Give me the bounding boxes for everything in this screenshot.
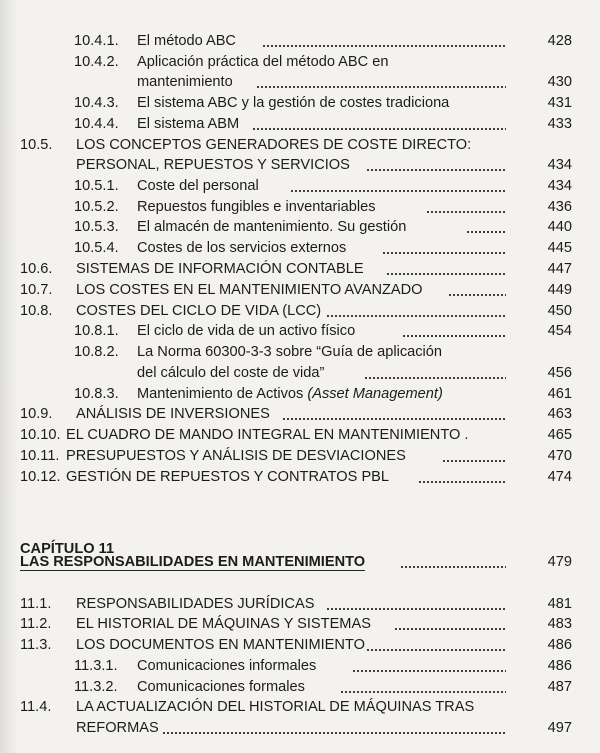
entry-page: 474: [547, 469, 572, 485]
entry-number: 10.7.: [20, 282, 53, 298]
entry-page: 465: [547, 427, 572, 443]
dot-leader: [282, 418, 506, 420]
entry-page: 486: [547, 637, 572, 653]
entry-title: Comunicaciones informales: [137, 658, 317, 674]
entry-title-italic: (Asset Management): [307, 386, 443, 402]
dot-leader: [366, 649, 506, 651]
toc-entry-continued: [0, 155, 600, 176]
entry-title: Mantenimiento de Activos (Asset Management): [137, 386, 443, 402]
toc-entry: [0, 135, 600, 156]
entry-number: 10.8.2.: [74, 344, 119, 360]
toc-entry: [0, 321, 600, 342]
entry-title: LOS CONCEPTOS GENERADORES DE COSTE DIRECTO:: [76, 137, 472, 153]
toc-entry: [0, 614, 600, 635]
entry-page: 454: [547, 323, 572, 339]
entry-title: Costes de los servicios externos: [137, 240, 347, 256]
dot-leader: [256, 86, 506, 88]
entry-title: RESPONSABILIDADES JURÍDICAS: [76, 596, 315, 612]
toc-entry: [0, 635, 600, 656]
entry-title: Repuestos fungibles e inventariables: [137, 199, 376, 215]
dot-leader: [364, 377, 506, 379]
chapter-page: 479: [547, 554, 572, 570]
entry-number: 10.5.4.: [74, 240, 119, 256]
toc-entry: [0, 446, 600, 467]
entry-title: ANÁLISIS DE INVERSIONES: [76, 406, 270, 422]
dot-leader: [386, 273, 506, 275]
toc-entry: [0, 31, 600, 52]
toc-entry: [0, 404, 600, 425]
toc-entry: [0, 342, 600, 363]
entry-number: 11.4.: [20, 699, 52, 715]
entry-number: 11.3.: [20, 637, 52, 653]
entry-title: PERSONAL, REPUESTOS Y SERVICIOS: [76, 157, 350, 173]
toc-entry: [0, 93, 600, 114]
dot-leader: [252, 128, 506, 130]
toc-entry: [0, 280, 600, 301]
toc-entry: [0, 425, 600, 446]
entry-title: EL CUADRO DE MANDO INTEGRAL EN MANTENIMIENTO .: [66, 427, 469, 443]
entry-number: 10.8.3.: [74, 386, 119, 402]
dot-leader: [402, 335, 506, 337]
toc-entry: [0, 677, 600, 698]
entry-title: mantenimiento: [137, 74, 233, 90]
entry-page: 463: [547, 406, 572, 422]
entry-number: 10.8.1.: [74, 323, 119, 339]
entry-number: 10.5.2.: [74, 199, 119, 215]
dot-leader: [326, 608, 506, 610]
dot-leader: [162, 732, 506, 734]
dot-leader: [290, 190, 506, 192]
entry-page: 497: [547, 720, 572, 736]
dot-leader: [466, 231, 506, 233]
entry-page: 428: [547, 33, 572, 49]
dot-leader: [340, 691, 506, 693]
dot-leader: [352, 670, 506, 672]
entry-title: Comunicaciones formales: [137, 679, 305, 695]
entry-title: SISTEMAS DE INFORMACIÓN CONTABLE: [76, 261, 364, 277]
toc-entry: [0, 114, 600, 135]
entry-title: REFORMAS: [76, 720, 159, 736]
toc-entry-continued: [0, 72, 600, 93]
entry-page: 487: [547, 679, 572, 695]
entry-number: 10.11.: [20, 448, 60, 464]
entry-title: El ciclo de vida de un activo físico: [137, 323, 356, 339]
entry-number: 10.10.: [20, 427, 61, 443]
entry-page: 449: [547, 282, 572, 298]
dot-leader: [400, 566, 506, 568]
toc-entry: [0, 259, 600, 280]
entry-number: 11.1.: [20, 596, 52, 612]
chapter-heading: [0, 552, 600, 573]
entry-number: 11.3.2.: [74, 679, 118, 695]
entry-page: 433: [547, 116, 572, 132]
entry-number: 10.5.: [20, 137, 53, 153]
toc-entry-continued: [0, 718, 600, 739]
toc-entry: [0, 52, 600, 73]
entry-page: 445: [547, 240, 572, 256]
dot-leader: [426, 211, 506, 213]
entry-page: 430: [547, 74, 572, 90]
entry-title: EL HISTORIAL DE MÁQUINAS Y SISTEMAS: [76, 616, 371, 632]
toc-entry: [0, 697, 600, 718]
entry-title: PRESUPUESTOS Y ANÁLISIS DE DESVIACIONES: [66, 448, 406, 464]
toc-entry: [0, 384, 600, 405]
entry-number: 10.4.4.: [74, 116, 119, 132]
entry-number: 10.4.3.: [74, 95, 119, 111]
entry-title: LA ACTUALIZACIÓN DEL HISTORIAL DE MÁQUINAS TRAS: [76, 699, 475, 715]
entry-title: Aplicación práctica del método ABC en: [137, 54, 389, 70]
entry-title: El sistema ABC y la gestión de costes tradiciona: [137, 95, 450, 111]
entry-title: Coste del personal: [137, 178, 259, 194]
entry-title: LOS DOCUMENTOS EN MANTENIMIENTO: [76, 637, 365, 653]
entry-number: 10.12.: [20, 469, 61, 485]
toc-entry: [0, 301, 600, 322]
entry-page: 486: [547, 658, 572, 674]
toc-entry: [0, 176, 600, 197]
entry-title: LOS COSTES EN EL MANTENIMIENTO AVANZADO: [76, 282, 423, 298]
entry-title: La Norma 60300-3-3 sobre “Guía de aplicación: [137, 344, 443, 360]
dot-leader: [262, 45, 506, 47]
chapter-title: LAS RESPONSABILIDADES EN MANTENIMIENTO: [20, 554, 366, 570]
dot-leader: [382, 252, 506, 254]
dot-leader: [394, 628, 506, 630]
entry-page: 483: [547, 616, 572, 632]
toc-entry: [0, 656, 600, 677]
entry-number: 10.6.: [20, 261, 53, 277]
dot-leader: [366, 169, 506, 171]
toc-entry-continued: [0, 363, 600, 384]
chapter-label: CAPÍTULO 11: [20, 541, 115, 557]
entry-page: 434: [547, 178, 572, 194]
toc-entry: [0, 217, 600, 238]
entry-page: 481: [547, 596, 572, 612]
toc-entry: [0, 467, 600, 488]
entry-title: El método ABC: [137, 33, 236, 49]
entry-number: 10.8.: [20, 303, 53, 319]
toc-entry: [0, 197, 600, 218]
entry-number: 10.5.1.: [74, 178, 119, 194]
toc-entry: [0, 594, 600, 615]
dot-leader: [442, 460, 506, 462]
entry-number: 10.4.1.: [74, 33, 119, 49]
entry-number: 11.3.1.: [74, 658, 118, 674]
entry-page: 447: [547, 261, 572, 277]
dot-leader: [418, 481, 506, 483]
entry-title: El almacén de mantenimiento. Su gestión: [137, 219, 407, 235]
entry-page: 431: [547, 95, 572, 111]
entry-number: 10.4.2.: [74, 54, 119, 70]
entry-title: GESTIÓN DE REPUESTOS Y CONTRATOS PBL: [66, 469, 390, 485]
entry-page: 436: [547, 199, 572, 215]
dot-leader: [326, 315, 506, 317]
entry-number: 10.9.: [20, 406, 53, 422]
entry-page: 461: [547, 386, 572, 402]
entry-page: 456: [547, 365, 572, 381]
entry-number: 10.5.3.: [74, 219, 119, 235]
dot-leader: [448, 294, 506, 296]
entry-page: 434: [547, 157, 572, 173]
entry-title: El sistema ABM: [137, 116, 240, 132]
entry-title: COSTES DEL CICLO DE VIDA (LCC): [76, 303, 322, 319]
toc-entry: [0, 238, 600, 259]
entry-title: del cálculo del coste de vida”: [137, 365, 325, 381]
entry-page: 450: [547, 303, 572, 319]
entry-number: 11.2.: [20, 616, 52, 632]
entry-page: 470: [547, 448, 572, 464]
entry-page: 440: [547, 219, 572, 235]
